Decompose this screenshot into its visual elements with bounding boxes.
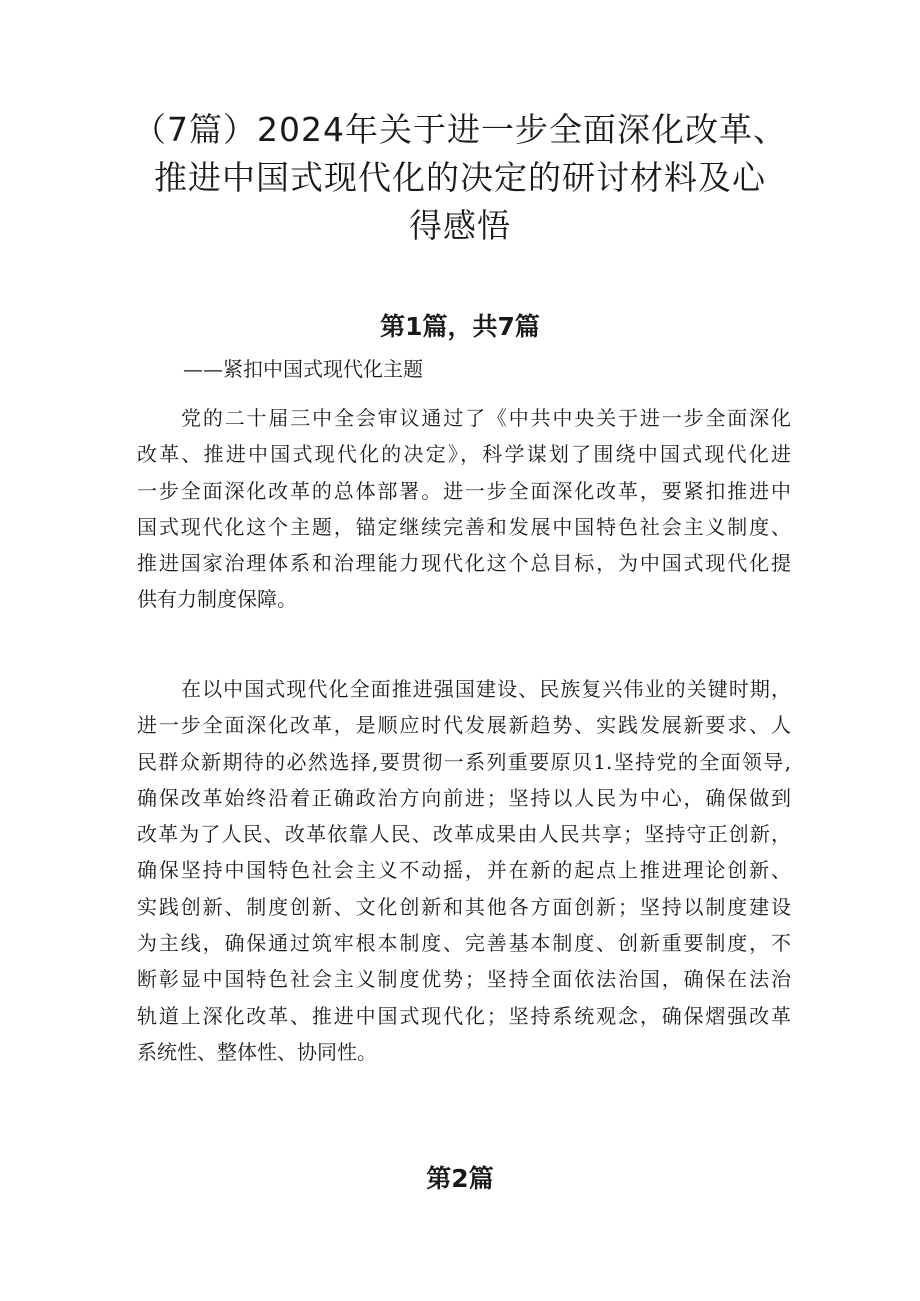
paragraph-line: 确保坚持中国特色社会主义不动摇，并在新的起点上推进理论创新、 — [137, 858, 791, 883]
paragraph-line: 确保改革始终沿着正确政治方向前进；坚持以人民为中心，确保做到 — [137, 785, 791, 810]
paragraph-line: 系统性、整体性、协同性。 — [137, 1039, 377, 1064]
section-1-paragraph-2 — [137, 671, 791, 1070]
paragraph-line: 改革为了人民、改革依靠人民、改革成果由人民共享；坚持守正创新， — [137, 822, 791, 847]
paragraph-line: 供有力制度保障。 — [137, 587, 297, 612]
paragraph-line: 党的二十届三中全会审议通过了《中共中央关于进一步全面深化 — [181, 406, 791, 430]
paragraph-line: 在以中国式现代化全面推进强国建设、民族复兴伟业的关键时期， — [181, 677, 791, 701]
paragraph-line: 民群众新期待的必然选择,要贯彻一系列重要原贝1.坚持党的全面领导, — [137, 749, 791, 774]
paragraph-line: 为主线，确保通过筑牢根本制度、完善基本制度、创新重要制度，不 — [137, 931, 791, 956]
paragraph-line: 实践创新、制度创新、文化创新和其他各方面创新；坚持以制度建设 — [137, 894, 791, 919]
title-line: 推进中国式现代化的决定的研讨材料及心 — [154, 158, 766, 197]
section-2-heading: 第2篇 — [426, 1164, 494, 1193]
section-1-subtitle: ——紧扣中国式现代化主题 — [183, 357, 423, 381]
title-line: （7篇）2024年关于进一步全面深化改革、 — [133, 110, 787, 149]
document-title — [120, 106, 800, 250]
paragraph-line: 改革、推进中国式现代化的决定》，科学谋划了围绕中国式现代化进 — [137, 442, 791, 467]
section-1-paragraph-1 — [137, 400, 791, 618]
paragraph-line: 轨道上深化改革、推进中国式现代化；坚持系统观念，确保熠强改革 — [137, 1003, 791, 1028]
section-1-heading: 第1篇，共7篇 — [380, 312, 540, 341]
paragraph-line: 进一步全面深化改革，是顺应时代发展新趋势、实践发展新要求、人 — [137, 713, 791, 738]
paragraph-line: 断彰显中国特色社会主义制度优势；坚持全面依法治国，确保在法治 — [137, 967, 791, 992]
paragraph-line: 国式现代化这个主题，锚定继续完善和发展中国特色社会主义制度、 — [137, 514, 791, 539]
title-line: 得感悟 — [409, 206, 511, 245]
paragraph-line: 一步全面深化改革的总体部署。进一步全面深化改革，要紧扣推进中 — [137, 478, 791, 503]
paragraph-line: 推进国家治理体系和治理能力现代化这个总目标，为中国式现代化提 — [137, 551, 791, 576]
